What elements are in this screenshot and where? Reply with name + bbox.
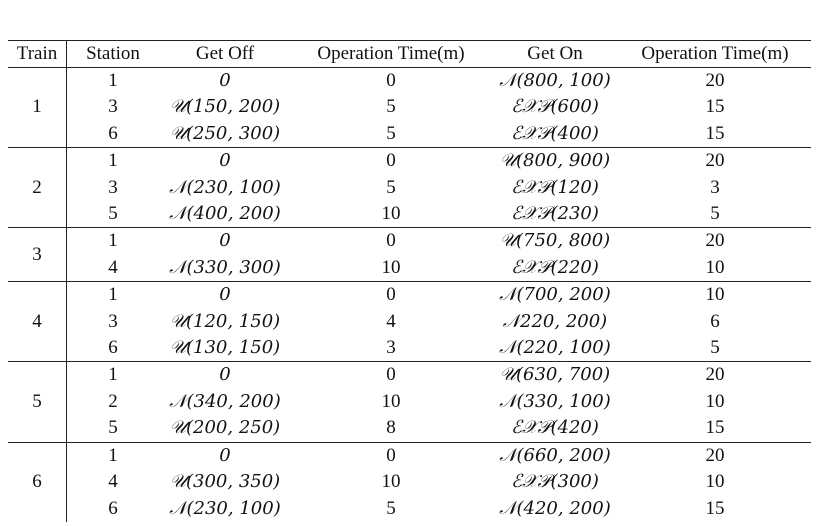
train-schedule-table xyxy=(8,40,811,522)
get-off-time-cell: 10 xyxy=(381,256,401,278)
station-cell: 1 xyxy=(108,364,118,386)
get-on-time-cell: 3 xyxy=(710,176,720,198)
get-on-time-cell: 15 xyxy=(705,417,725,439)
get-off-cell: 𝒰(150, 200) xyxy=(169,96,281,118)
station-cell: 3 xyxy=(108,176,118,198)
get-off-time-cell: 10 xyxy=(381,203,401,225)
get-on-cell: ℰ𝒳𝒫(400) xyxy=(511,122,599,144)
table-row xyxy=(8,309,811,335)
get-off-cell: 0 xyxy=(219,150,231,172)
get-on-cell: ℰ𝒳𝒫(120) xyxy=(511,176,599,198)
table-row xyxy=(8,442,811,469)
table-row xyxy=(8,362,811,389)
train-number: 1 xyxy=(8,68,67,148)
header-row xyxy=(8,41,811,68)
station-cell: 1 xyxy=(108,284,118,306)
get-off-cell: 0 xyxy=(219,70,231,91)
get-off-cell: 𝒩(230, 100) xyxy=(169,497,281,519)
get-on-time-cell: 15 xyxy=(705,96,725,118)
get-on-cell: 𝒩220, 200) xyxy=(502,310,608,332)
header-get-on: Get On xyxy=(527,43,583,64)
table-row xyxy=(8,282,811,309)
get-off-cell: 0 xyxy=(219,364,231,386)
get-off-cell: 0 xyxy=(219,444,231,466)
get-on-cell: 𝒩(220, 100) xyxy=(499,337,611,359)
table-row xyxy=(8,201,811,228)
get-off-time-cell: 8 xyxy=(386,417,396,439)
get-on-time-cell: 10 xyxy=(705,390,725,412)
get-on-cell: ℰ𝒳𝒫(300) xyxy=(511,471,599,493)
get-on-cell: 𝒰(800, 900) xyxy=(499,150,611,172)
station-cell: 1 xyxy=(108,444,118,466)
get-off-cell: 𝒰(300, 350) xyxy=(169,471,281,493)
get-on-cell: 𝒩(700, 200) xyxy=(499,284,611,306)
get-on-time-cell: 20 xyxy=(705,444,725,466)
get-off-time-cell: 4 xyxy=(386,310,396,332)
station-cell: 6 xyxy=(108,497,118,519)
train-group xyxy=(8,68,811,148)
station-cell: 2 xyxy=(108,390,118,412)
get-on-cell: 𝒰(630, 700) xyxy=(499,364,611,386)
get-on-time-cell: 20 xyxy=(705,230,725,252)
get-on-cell: 𝒩(800, 100) xyxy=(499,70,611,91)
get-on-cell: ℰ𝒳𝒫(230) xyxy=(511,203,599,225)
header-get-on-time: Operation Time(m) xyxy=(641,43,789,64)
header-get-off: Get Off xyxy=(195,43,255,64)
get-on-time-cell: 20 xyxy=(705,150,725,172)
get-off-cell: 0 xyxy=(219,284,231,306)
train-group xyxy=(8,442,811,522)
get-on-cell: ℰ𝒳𝒫(420) xyxy=(511,417,599,439)
header-get-off-time: Operation Time(m) xyxy=(317,43,465,64)
station-cell: 3 xyxy=(108,96,118,118)
train-group xyxy=(8,148,811,228)
get-off-time-cell: 0 xyxy=(386,70,396,91)
get-on-time-cell: 10 xyxy=(705,256,725,278)
get-on-time-cell: 6 xyxy=(710,310,720,332)
get-on-time-cell: 10 xyxy=(705,284,725,306)
header-train: Train xyxy=(8,41,67,68)
train-group xyxy=(8,228,811,282)
get-on-time-cell: 20 xyxy=(705,70,725,91)
table-row xyxy=(8,389,811,415)
station-cell: 5 xyxy=(108,203,118,225)
get-off-cell: 0 xyxy=(219,230,231,252)
table-row xyxy=(8,148,811,175)
get-off-cell: 𝒰(250, 300) xyxy=(169,122,281,144)
get-off-time-cell: 5 xyxy=(386,497,396,519)
train-number: 6 xyxy=(8,442,67,522)
train-number: 3 xyxy=(8,228,67,282)
get-on-cell: 𝒰(750, 800) xyxy=(499,230,611,252)
train-group xyxy=(8,282,811,362)
station-cell: 1 xyxy=(108,150,118,172)
get-off-time-cell: 0 xyxy=(386,150,396,172)
get-off-cell: 𝒩(330, 300) xyxy=(169,256,281,278)
get-on-time-cell: 15 xyxy=(705,497,725,519)
table-row xyxy=(8,415,811,442)
table-row xyxy=(8,335,811,362)
get-on-cell: 𝒩(420, 200) xyxy=(499,497,611,519)
get-off-time-cell: 0 xyxy=(386,284,396,306)
get-off-cell: 𝒩(340, 200) xyxy=(169,390,281,412)
get-on-cell: 𝒩(660, 200) xyxy=(499,444,611,466)
table-row xyxy=(8,228,811,255)
get-off-time-cell: 5 xyxy=(386,176,396,198)
table-row xyxy=(8,94,811,120)
get-on-cell: 𝒩(330, 100) xyxy=(499,390,611,412)
get-off-cell: 𝒩(400, 200) xyxy=(169,203,281,225)
get-on-time-cell: 15 xyxy=(705,122,725,144)
get-on-time-cell: 5 xyxy=(710,203,720,225)
station-cell: 5 xyxy=(108,417,118,439)
table-row xyxy=(8,496,811,522)
station-cell: 1 xyxy=(108,230,118,252)
station-cell: 4 xyxy=(108,256,118,278)
get-off-time-cell: 0 xyxy=(386,364,396,386)
get-off-cell: 𝒰(130, 150) xyxy=(169,337,281,359)
train-group xyxy=(8,362,811,442)
get-off-time-cell: 5 xyxy=(386,122,396,144)
table-row xyxy=(8,255,811,282)
table-row xyxy=(8,175,811,201)
get-on-time-cell: 5 xyxy=(710,337,720,359)
station-cell: 6 xyxy=(108,337,118,359)
table-row xyxy=(8,68,811,95)
header-station: Station xyxy=(86,43,140,64)
station-cell: 4 xyxy=(108,471,118,493)
train-number: 4 xyxy=(8,282,67,362)
get-off-cell: 𝒩(230, 100) xyxy=(169,176,281,198)
train-number: 2 xyxy=(8,148,67,228)
get-on-time-cell: 10 xyxy=(705,471,725,493)
get-off-cell: 𝒰(200, 250) xyxy=(169,417,281,439)
get-off-time-cell: 10 xyxy=(381,390,401,412)
table-row xyxy=(8,121,811,148)
table-row xyxy=(8,469,811,495)
train-number: 5 xyxy=(8,362,67,442)
get-off-time-cell: 10 xyxy=(381,471,401,493)
get-on-cell: ℰ𝒳𝒫(220) xyxy=(511,256,599,278)
get-on-time-cell: 20 xyxy=(705,364,725,386)
get-off-time-cell: 3 xyxy=(386,337,396,359)
get-off-time-cell: 0 xyxy=(386,444,396,466)
station-cell: 3 xyxy=(108,310,118,332)
get-off-time-cell: 5 xyxy=(386,96,396,118)
get-on-cell: ℰ𝒳𝒫(600) xyxy=(511,96,599,118)
station-cell: 6 xyxy=(108,122,118,144)
get-off-cell: 𝒰(120, 150) xyxy=(169,310,281,332)
station-cell: 1 xyxy=(108,70,118,91)
table-header xyxy=(8,41,811,68)
get-off-time-cell: 0 xyxy=(386,230,396,252)
